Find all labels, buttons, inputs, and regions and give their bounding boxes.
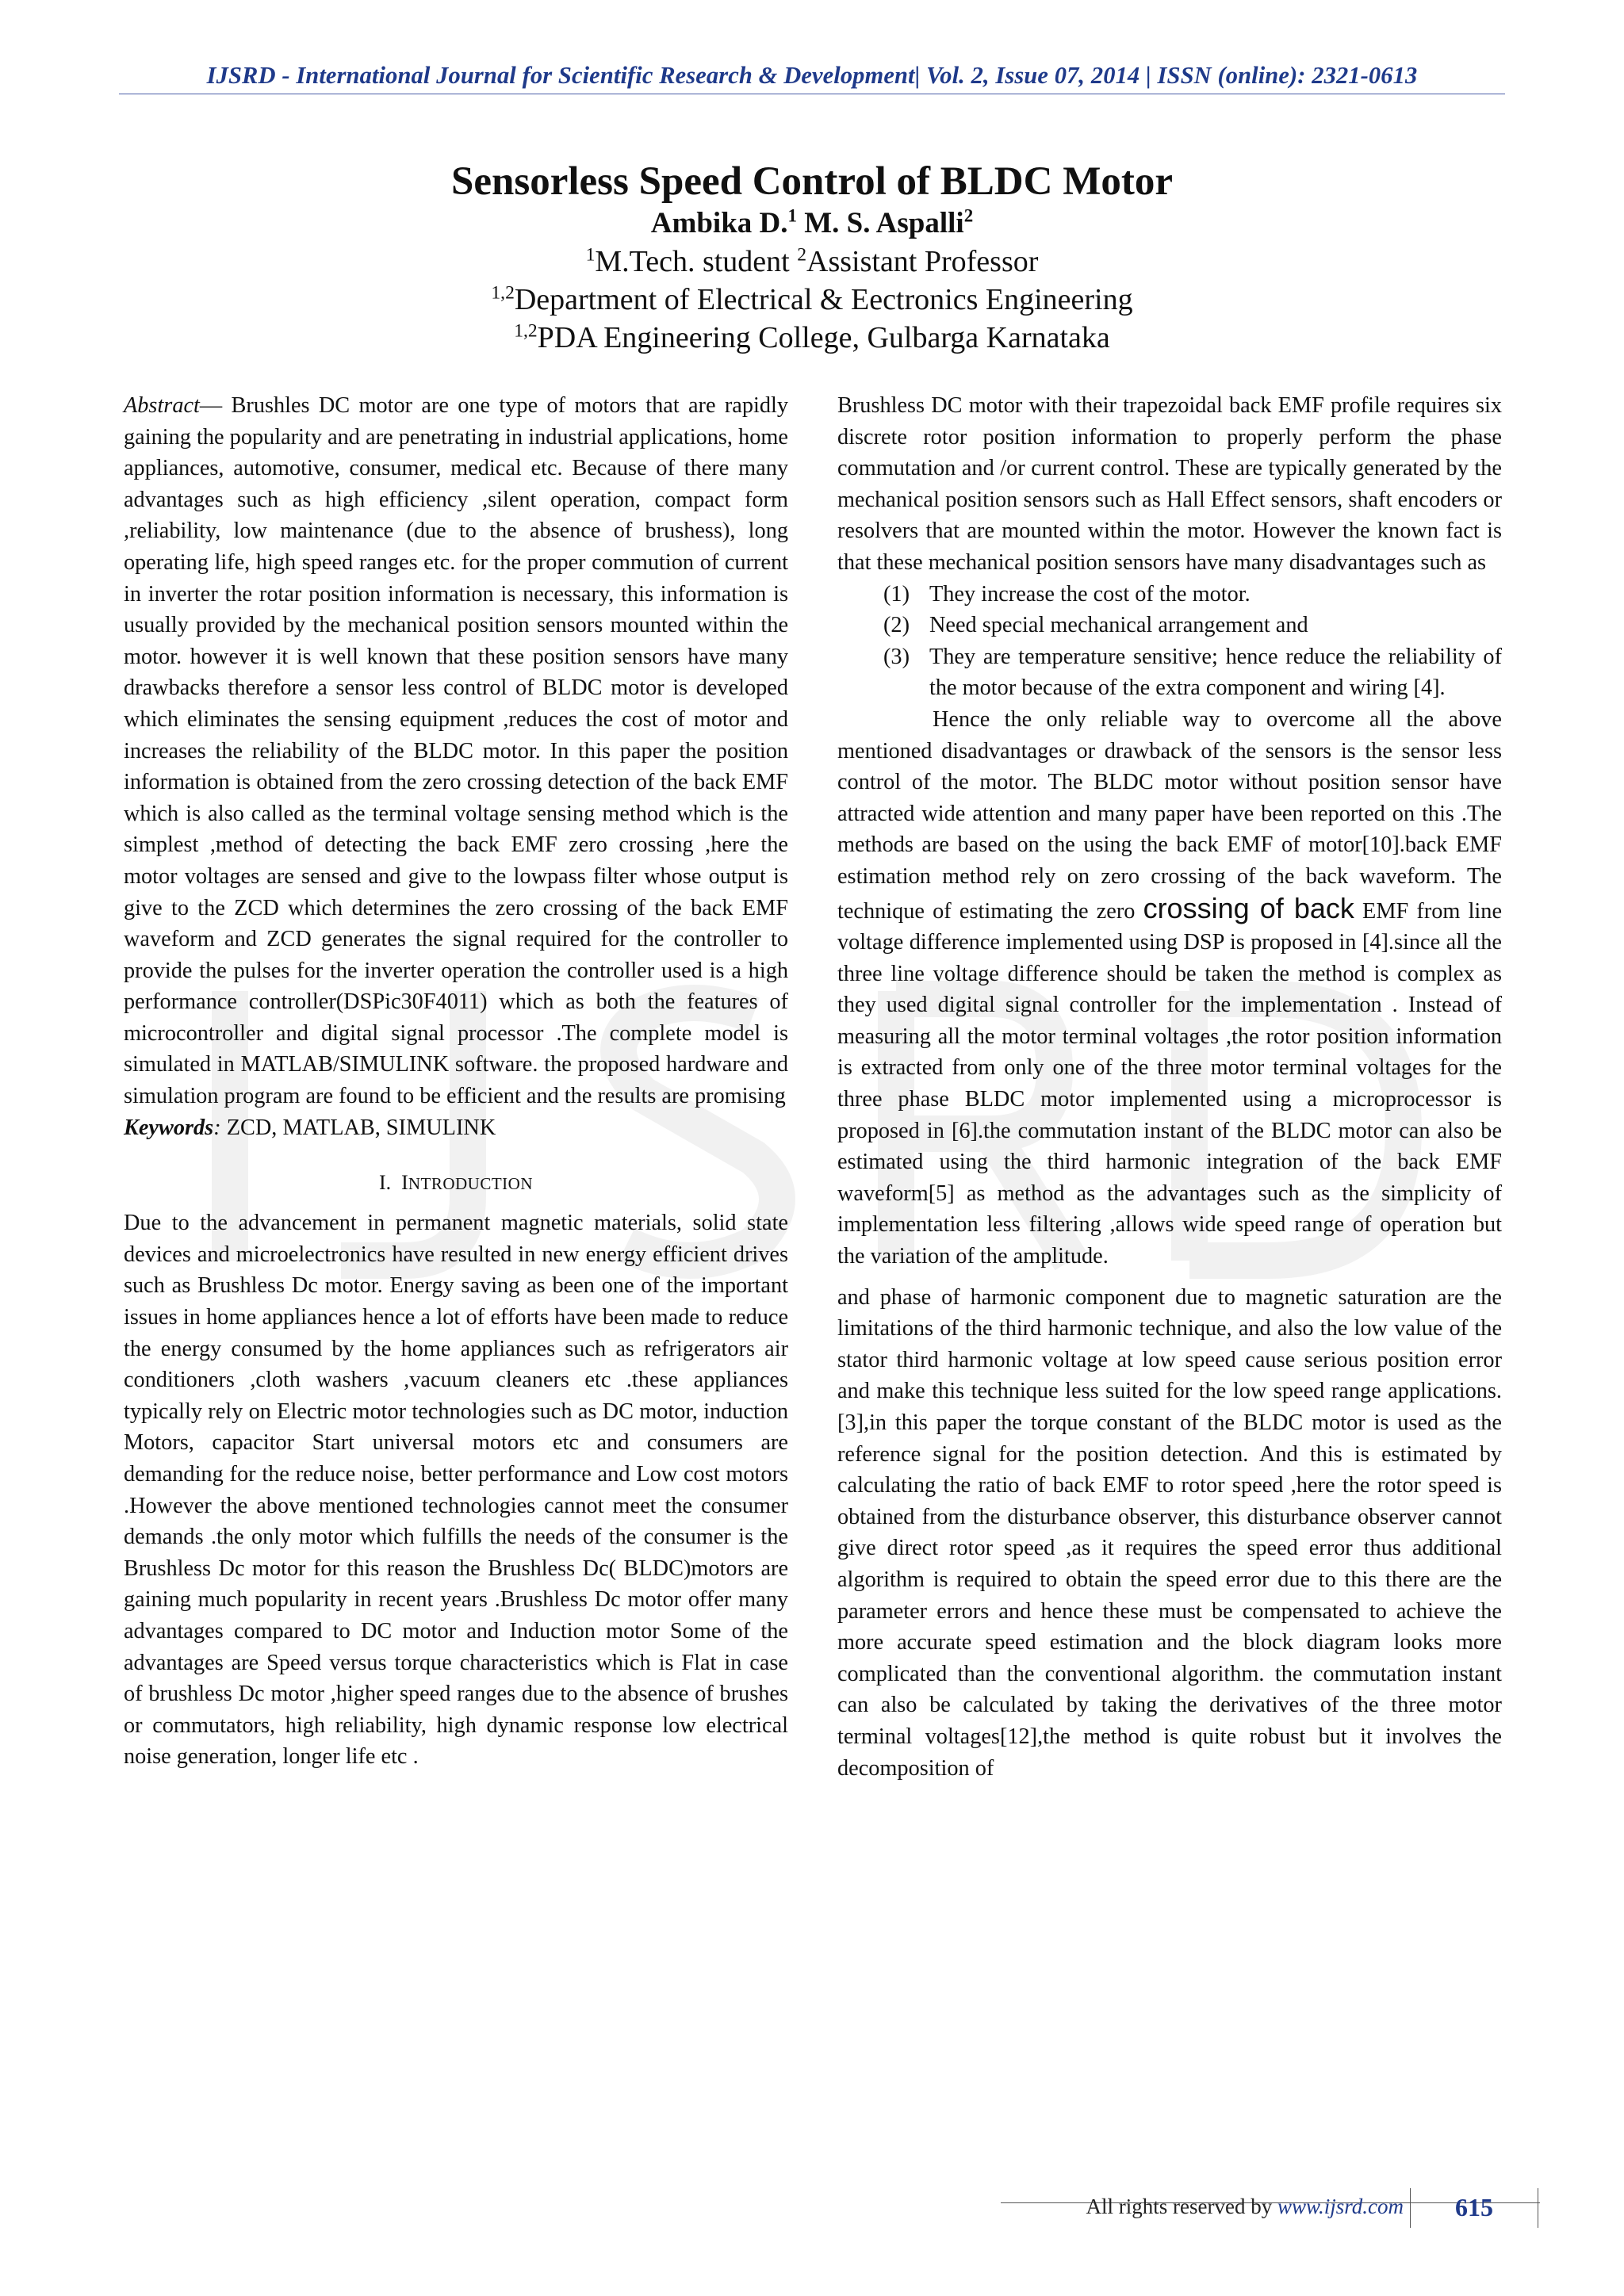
affiliation-roles	[0, 243, 1624, 281]
list-item	[880, 610, 1502, 641]
running-head: IJSRD - International Journal for Scientific Research & Development| Vol. 2, Issue 07, 2014 | ISSN (online): 2321-0613	[206, 62, 1418, 89]
list-text: Need special mechanical arrangement and	[929, 613, 1308, 638]
abstract-label: Abstract	[124, 393, 200, 418]
dept-sup: 1,2	[491, 282, 515, 304]
title-block	[0, 159, 1624, 357]
keywords-colon: :	[213, 1115, 227, 1140]
abstract-dash: —	[199, 393, 232, 418]
role-1: M.Tech. student	[595, 245, 798, 278]
section-title-rest: NTRODUCTION	[408, 1174, 533, 1194]
list-number: (3)	[883, 644, 910, 669]
introduction-paragraph: Due to the advancement in permanent magnetic materials, solid state devices and microelectronics have resulted in new energy efficient drives such as Brushless Dc motor. Energy saving as been one of the important issues in home appliances hence a lot of efforts have been made to reduce the energy consumed by the home appliances such as refrigerators air conditioners ,cloth washers ,vacuum cleaners etc .these appliances typically rely on Electric motor technologies such as DC motor, induction Motors, capacitor Start universal motors etc and consumers are demanding for the reduce noise, better performance and Low cost motors .However the above mentioned technologies cannot meet the consumer demands .the only motor which fulfills the needs of the consumer is the Brushless Dc motor for this reason the Brushless Dc( BLDC)motors are gaining much popularity in recent years .Brushless Dc motor offer many advantages compared to DC motor and Induction motor Some of the advantages are Speed versus torque characteristics which is Flat in case of brushless Dc motor ,higher speed ranges due to the absence of brushes or commutators, high reliability, high dynamic response low electrical noise generation, longer life etc .	[124, 1211, 788, 1770]
right-paragraph-2	[837, 704, 1502, 1272]
keywords-text: ZCD, MATLAB, SIMULINK	[226, 1115, 496, 1140]
role2-sup: 2	[797, 244, 807, 266]
right-column	[837, 390, 1502, 1784]
section-title-initial: I	[401, 1171, 408, 1195]
disadvantages-list	[837, 579, 1502, 704]
keywords-label: Keywords	[124, 1115, 214, 1140]
authors	[0, 205, 1624, 243]
section-heading-introduction	[124, 1167, 788, 1200]
right-paragraph-1: Brushless DC motor with their trapezoidal back EMF profile requires six discrete rotor position information to properly perform the phase commutation and /or current control. These are typically generated by the mechanical position sensors such as Hall Effect sensors, shaft encoders or resolvers that are mounted within the motor. However the known fact is that these mechanical position sensors have many disadvantages such as	[837, 393, 1502, 575]
rights-text: All rights reserved by	[1086, 2195, 1277, 2218]
author-2: M. S. Aspalli	[804, 207, 964, 239]
affiliation-college	[0, 319, 1624, 357]
abstract	[124, 390, 788, 1112]
list-text: They are temperature sensitive; hence reduce the reliability of the motor because of the extra component and wiring [4].	[929, 644, 1502, 701]
list-number: (1)	[883, 581, 910, 607]
affiliation-department	[0, 281, 1624, 319]
footer-site-link[interactable]: www.ijsrd.com	[1277, 2195, 1404, 2218]
author-1-sup: 1	[787, 205, 797, 226]
role-2: Assistant Professor	[806, 245, 1039, 278]
paper-title: Sensorless Speed Control of BLDC Motor	[451, 159, 1173, 204]
page-number: 615	[1455, 2193, 1493, 2221]
list-text: They increase the cost of the motor.	[929, 581, 1251, 607]
keywords	[124, 1112, 788, 1144]
college: PDA Engineering College, Gulbarga Karnataka	[537, 321, 1110, 354]
para2-part-a: Hence the only reliable way to overcome all the above mentioned disadvantages or drawback of the sensors is the sensor less control of the motor. The BLDC motor without position sensor have attracted wide attention and many paper have been reported on this .The methods are based on the using the back EMF of motor[10].back EMF estimation method rely on zero crossing of the back waveform. The technique of estimating the zero	[837, 706, 1502, 924]
list-item	[880, 641, 1502, 704]
para2-part-b: EMF from line voltage difference implemented using DSP is proposed in [4].since all the three line voltage difference should be taken the method is complex as they used digital signal controller for the implementation . Instead of measuring all the motor terminal voltages ,the rotor position information is extracted from only one of the three motor terminal voltages for the three phase BLDC motor implemented using a microprocessor is proposed in [6].the commutation instant of the BLDC motor can also be estimated using the third harmonic integration of the back EMF waveform[5] as method as the advantages such as the simplicity of implementation less filtering ,allows wide speed range of operation but the variation of the amplitude.	[837, 898, 1502, 1269]
right-paragraph-3: and phase of harmonic component due to magnetic saturation are the limitations of the third harmonic technique, and also the low value of the stator third harmonic voltage at low speed cause serious position error and make this technique less suited for the low speed range applications.[3],in this paper the torque constant of the BLDC motor is used as the reference signal for the position detection. And this is estimated by calculating the ratio of back EMF to rotor speed ,here the rotor speed is obtained from the disturbance observer, this disturbance observer cannot give direct rotor speed ,as it requires the speed error thus additional algorithm is required to obtain the speed error due to this there are the parameter errors and hence these must be compensated to achieve the more accurate speed estimation and the block diagram looks more complicated than the conventional algorithm. the commutation instant can also be calculated by taking the derivatives of the three motor terminal voltages[12],the method is quite robust but it involves the decomposition of	[837, 1284, 1502, 1781]
role1-sup: 1	[585, 244, 596, 266]
paragraph-gap	[837, 1272, 1502, 1282]
department: Department of Electrical & Eectronics Engineering	[514, 283, 1133, 316]
list-number: (2)	[883, 613, 910, 638]
para2-enlarged-text: crossing of back	[1143, 891, 1354, 924]
section-number: I.	[379, 1171, 392, 1195]
abstract-text: Brushles DC motor are one type of motors that are rapidly gaining the popularity and are penetrating in industrial applications, home appliances, automotive, consumer, medical etc. Because of there many advantages such as high efficiency ,silent operation, compact form ,reliability, low maintenance (due to the absence of brushess), long operating life, high speed ranges etc. for the proper commution of current in inverter the rotar position information is necessary, this information is usually provided by the mechanical position sensors mounted within the motor. however it is well known that these position sensors have many drawbacks therefore a sensor less control of BLDC motor is developed which eliminates the sensing equipment ,reduces the cost of motor and increases the reliability of the BLDC motor. In this paper the position information is obtained from the zero crossing detection of the back EMF which is also called as the terminal voltage sensing method which is the simplest ,method of detecting the back EMF zero crossing ,here the motor voltages are sensed and give to the lowpass filter whose output is give to the ZCD which determines the zero crossing of the back EMF waveform and ZCD generates the signal required for the controller to provide the pulses for the inverter operation the controller used is a high performance controller(DSPic30F4011) which as both the features of microcontroller and digital signal processor .The complete model is simulated in MATLAB/SIMULINK software. the proposed hardware and simulation program are found to be efficient and the results are promising	[124, 393, 789, 1109]
left-column	[124, 390, 788, 1773]
footer-rights	[1031, 2195, 1404, 2219]
list-item	[880, 579, 1502, 610]
author-2-sup: 2	[963, 205, 974, 226]
college-sup: 1,2	[514, 320, 538, 342]
author-1: Ambika D.	[650, 207, 788, 239]
